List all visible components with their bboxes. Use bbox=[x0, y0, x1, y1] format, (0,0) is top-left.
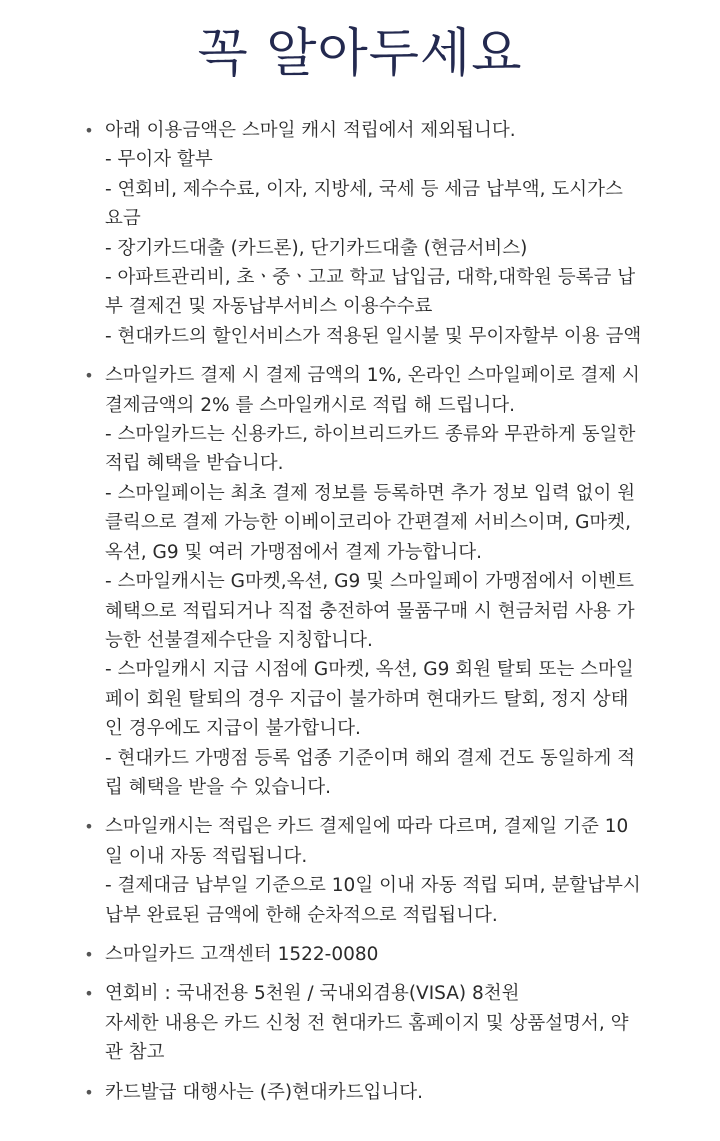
notice-sub-item: - 스마일카드는 신용카드, 하이브리드카드 종류와 무관하게 동일한 적립 혜택을 받습니다. bbox=[105, 424, 636, 475]
notice-item bbox=[0, 979, 720, 1067]
notice-sub-list bbox=[105, 1009, 642, 1068]
notice-sub-item: - 스마일캐시는 G마켓,옥션, G9 및 스마일페이 가맹점에서 이벤트 혜택으로 적립되거나 직접 충전하여 물품구매 시 현금처럼 사용 가능한 선불결제수단을 지칭합니다. bbox=[105, 571, 635, 651]
notice-sub-item: - 연회비, 제수수료, 이자, 지방세, 국세 등 세금 납부액, 도시가스 요금 bbox=[105, 178, 623, 230]
notice-item bbox=[0, 1078, 720, 1107]
notice-sub-item: - 장기카드대출 (카드론), 단기카드대출 (현금서비스) bbox=[105, 237, 528, 259]
notice-text: 연회비 : 국내전용 5천원 / 국내외겸용(VISA) 8천원 bbox=[105, 983, 520, 1005]
notice-item bbox=[0, 361, 720, 802]
notice-sub-list bbox=[105, 145, 642, 351]
bullet-dot-icon: • bbox=[84, 1082, 94, 1102]
notice-text: 아래 이용금액은 스마일 캐시 적립에서 제외됩니다. bbox=[105, 120, 516, 141]
notice-sub-item: - 결제대금 납부일 기준으로 10일 이내 자동 적립 되며, 분할납부시 납부 완료된 금액에 한해 순차적으로 적립됩니다. bbox=[105, 875, 641, 926]
notice-sub-item: - 스마일페이는 최초 결제 정보를 등록하면 추가 정보 입력 없이 원클릭으로 결제 가능한 이베이코리아 간편결제 서비스이며, G마켓, 옥션, G9 및 여러 가맹점에서 결제 가능합니다. bbox=[105, 482, 636, 563]
notice-sub-item: - 현대카드 가맹점 등록 업종 기준이며 해외 결제 건도 동일하게 적립 혜택을 받을 수 있습니다. bbox=[105, 747, 636, 798]
notice-item bbox=[0, 812, 720, 930]
notice-sub-item: - 현대카드의 할인서비스가 적용된 일시불 및 무이자할부 이용 금액 bbox=[105, 325, 642, 347]
notice-item bbox=[0, 940, 720, 969]
bullet-dot-icon: • bbox=[84, 817, 94, 837]
bullet-dot-icon: • bbox=[84, 366, 94, 386]
notice-text: 카드발급 대행사는 (주)현대카드입니다. bbox=[105, 1081, 424, 1103]
notice-text: 스마일카드 결제 시 결제 금액의 1%, 온라인 스마일페이로 결제 시 결제금액의 2% 를 스마일캐시로 적립 해 드립니다. bbox=[105, 365, 640, 416]
bullet-dot-icon: • bbox=[84, 121, 94, 140]
notice-sub-item: - 아파트관리비, 초ㆍ중ㆍ고교 학교 납입금, 대학,대학원 등록금 납부 결제건 및 자동납부서비스 이용수수료 bbox=[105, 267, 636, 318]
notice-sub-item: - 스마일캐시 지급 시점에 G마켓, 옥션, G9 회원 탈퇴 또는 스마일페이 회원 탈퇴의 경우 지급이 불가하며 현대카드 탈회, 정지 상태인 경우에도 지급이 불가합니다. bbox=[105, 659, 634, 740]
notice-sub-item: - 무이자 할부 bbox=[105, 149, 213, 171]
notice-text: 스마일캐시는 적립은 카드 결제일에 따라 다르며, 결제일 기준 10일 이내 자동 적립됩니다. bbox=[105, 816, 629, 867]
bullet-dot-icon: • bbox=[84, 984, 94, 1004]
notice-sub-list bbox=[105, 871, 642, 930]
notice-sub-list bbox=[105, 420, 642, 802]
notice-item bbox=[0, 116, 720, 351]
page-title: 꼭 알아두세요 bbox=[197, 24, 523, 84]
notice-list bbox=[0, 116, 720, 1117]
bullet-dot-icon: • bbox=[84, 944, 94, 964]
notice-sub-item: 자세한 내용은 카드 신청 전 현대카드 홈페이지 및 상품설명서, 약관 참고 bbox=[105, 1012, 629, 1064]
notice-text: 스마일카드 고객센터 1522-0080 bbox=[105, 943, 379, 965]
